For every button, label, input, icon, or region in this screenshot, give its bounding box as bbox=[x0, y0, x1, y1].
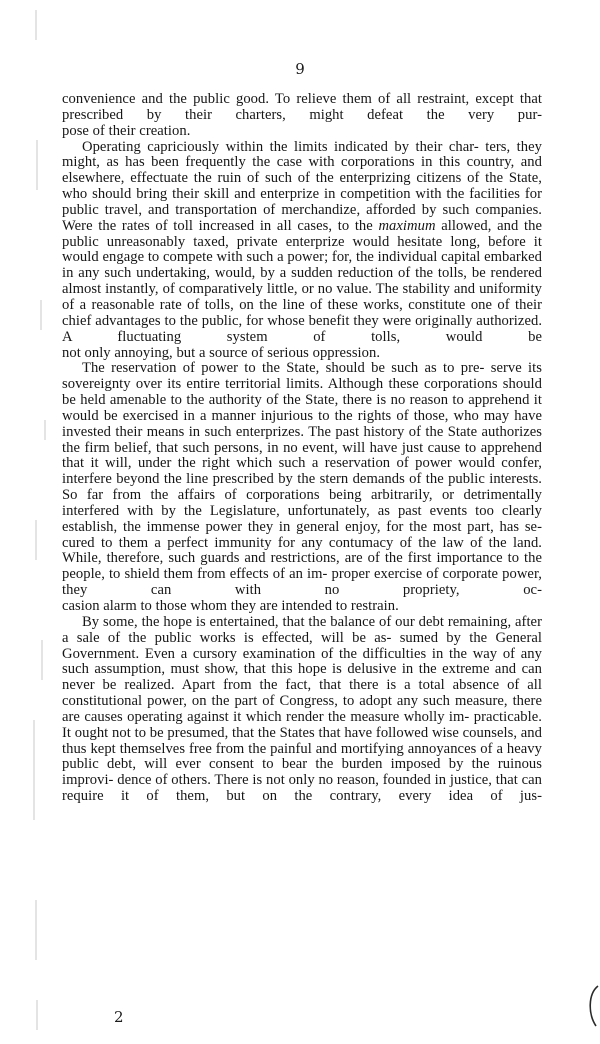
text-line: corporations should be held amenable to the authority of the State, bbox=[62, 376, 543, 409]
text-line: of a reasonable rate of tolls, on the line of these works, constitute bbox=[62, 296, 466, 313]
text-line: that this hope is delusive in the extreme and can never be realized. bbox=[62, 661, 542, 694]
text-line: power would confer, interfere beyond the line prescribed by the bbox=[62, 455, 542, 488]
signature-mark: 2 bbox=[114, 1008, 124, 1026]
text-line: corporations being arbitrarily, or detrimentally interfered with by bbox=[62, 487, 542, 519]
text-line: pose of their creation. bbox=[62, 122, 191, 139]
text-line: sumed by the General Government. Even a cursory examination bbox=[62, 629, 542, 662]
text-line: were originally authorized. A fluctuating system of tolls, would be bbox=[62, 312, 543, 345]
text-line: in such enterprizes. The past history of the State authorizes the bbox=[62, 423, 542, 456]
paragraph bbox=[62, 140, 542, 346]
text-line: enterprizing citizens of the State, who should bring their skill and bbox=[62, 170, 542, 203]
text-line: of comparatively little, or no value. The stability and uniformity bbox=[162, 281, 542, 298]
text-line: convenience and the public good. To relieve them of all restraint, bbox=[62, 91, 470, 107]
text-line: ever consent to bear the burden imposed by the ruinous improvi- bbox=[62, 756, 543, 789]
text-line: one of their chief advantages to the public, for whose benefit they bbox=[62, 296, 542, 329]
text-line: firm belief, that such persons, in no event, will have just cause to bbox=[84, 439, 477, 456]
paragraph bbox=[62, 124, 542, 140]
text-line: practicable. It ought not to be presumed, that the States that have bbox=[62, 708, 542, 741]
text-line: stern demands of the public interests. So far from the affairs of bbox=[62, 471, 542, 504]
text-line: The reservation of power to the State, should be such as to pre- bbox=[82, 360, 485, 377]
text-line: proper exercise of corporate power, they can with no propriety, oc- bbox=[62, 566, 542, 599]
body-text bbox=[62, 92, 542, 805]
text-line: dence of others. There is not only no reason, founded in justice, bbox=[117, 772, 493, 789]
text-line: the land. While, therefore, such guards and restrictions, are of the bbox=[62, 534, 542, 567]
text-line: By some, the hope is entertained, that the balance of our debt bbox=[82, 613, 444, 630]
page-edge-mark bbox=[584, 984, 600, 1044]
binding-edge-marks bbox=[0, 0, 70, 1044]
text-line: the Legislature, unfortunately, as past events too clearly establish, bbox=[62, 502, 542, 535]
text-line: of the difficulties in the way of any such assumption, must show, bbox=[62, 645, 542, 678]
text-line: Operating capriciously within the limits indicated by their char- bbox=[82, 138, 479, 155]
text-line: serve its sovereignty over its entire territorial limits. Although these bbox=[62, 360, 543, 393]
text-line: casion alarm to those whom they are intended to restrain. bbox=[62, 598, 399, 614]
text-line: are causes operating against it which render the measure wholly im- bbox=[62, 708, 470, 725]
text-line: the public unreasonably taxed, private enterprize would hesitate bbox=[62, 217, 542, 250]
page-number: 9 bbox=[295, 60, 305, 78]
text-line: enterprize in competition with the facilities for public travel, and bbox=[62, 186, 542, 218]
paragraph bbox=[62, 92, 542, 124]
text-line: by a sudden reduction of the tolls, be rendered almost instantly, bbox=[62, 265, 542, 298]
text-line: the rates of toll increased in all cases, to the bbox=[98, 217, 379, 234]
text-line: apprehend that it will, under the right which such a reservation of bbox=[62, 439, 543, 472]
emphasis-maximum: maximum bbox=[378, 217, 436, 234]
text-line: that can require it of them, but on the contrary, every idea of jus- bbox=[62, 772, 542, 805]
text-line: first importance to the people, to shield them from effects of an im- bbox=[62, 550, 542, 583]
text-line: the individual capital embarked in any such undertaking, would, bbox=[62, 249, 543, 282]
text-line: allowed, and bbox=[435, 217, 519, 234]
paragraph bbox=[62, 346, 542, 362]
text-line: injurious to the rights of those, who may have invested their means bbox=[62, 407, 543, 440]
paragraph bbox=[62, 615, 542, 805]
text-line: except that prescribed by their charters, might defeat the very pur- bbox=[62, 91, 543, 123]
text-line: cured to them a perfect immunity for any contumacy of the law of bbox=[62, 534, 483, 551]
text-line: followed wise counsels, and thus kept themselves free from the bbox=[62, 724, 542, 757]
text-line: in this country, and elsewhere, effectuate the ruin of such of the bbox=[62, 154, 543, 187]
paragraph bbox=[62, 361, 542, 599]
text-line: transportation of merchandize, afforded by such companies. Were bbox=[62, 201, 542, 234]
text-line: remaining, after a sale of the public works is effected, will be as- bbox=[62, 613, 542, 646]
text-line: painful and mortifying annoyances of a heavy public debt, will bbox=[62, 740, 542, 773]
text-line: not only annoying, but a source of serious oppression. bbox=[62, 344, 381, 361]
text-line: the immense power they in general enjoy, for the most part, has se- bbox=[122, 518, 542, 535]
text-line: ters, they might, as has been frequently the case with corporations bbox=[62, 138, 542, 171]
text-line: there is no reason to apprehend it would be exercised in a manner bbox=[62, 392, 542, 424]
text-line: Apart from the fact, that there is a total absence of all constitutional bbox=[62, 677, 542, 710]
paragraph bbox=[62, 599, 542, 615]
text-line: long, before it would engage to compete with such a power; for, bbox=[62, 233, 542, 266]
text-line: power, on the part of Congress, to adopt any such measure, there bbox=[147, 693, 542, 710]
